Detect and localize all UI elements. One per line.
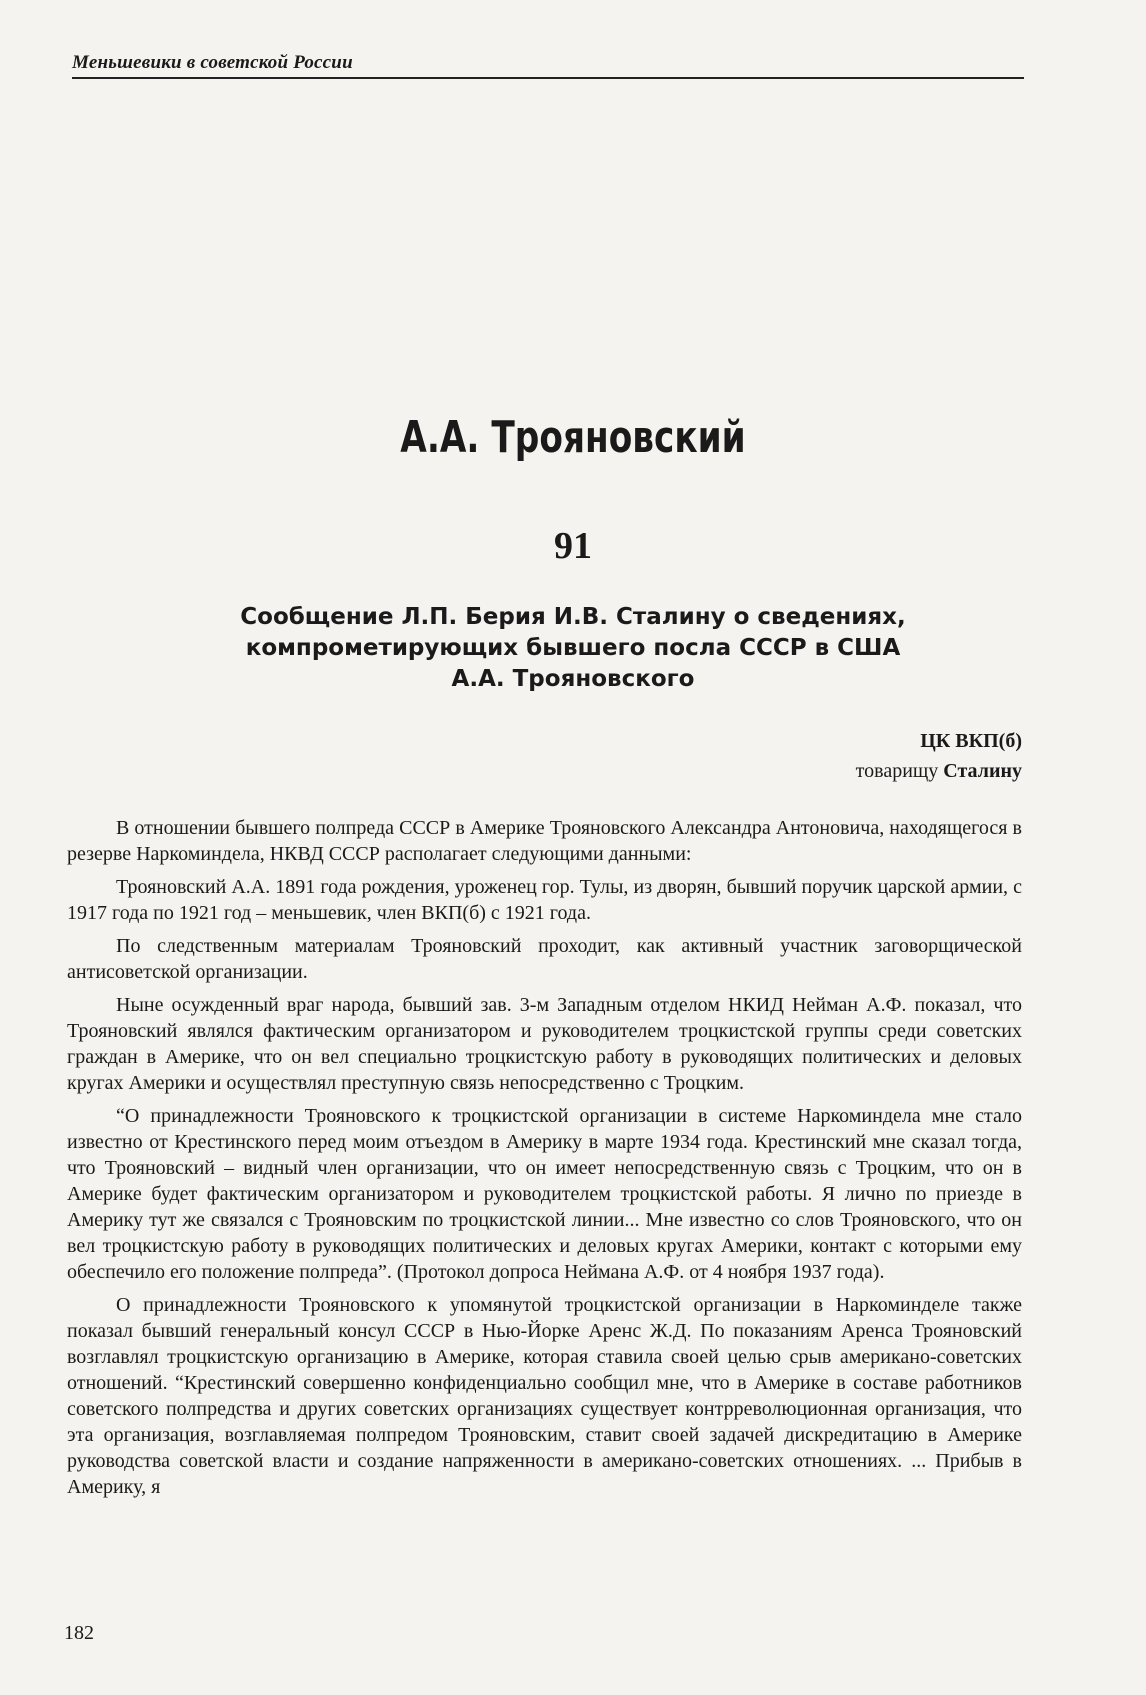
addressee-recipient — [856, 756, 1022, 786]
person-name-heading: А.А. Трояновский — [400, 412, 746, 463]
addressee-block — [856, 726, 1022, 786]
body-paragraph: “О принадлежности Трояновского к троцкистской организации в системе Наркоминдела мне стало известно от Крестинского перед моим отъездом в Америку в марте 1934 года. Крестинский мне сказал тогда, что Трояновский – видный член организации, что он имеет непосредственную связь с Троцким, что он в Америке будет фактическим организатором и руководителем троцкистской работы. Я лично по приезде в Америку тут же связался с Трояновским по троцкистской линии... Мне известно со слов Трояновского, что он вел троцкистскую работу в руководящих политических и деловых кругах Америки, контакт с которыми ему обеспечило его положение полпреда”. (Протокол допроса Неймана А.Ф. от 4 ноября 1937 года). — [67, 1105, 1022, 1283]
body-paragraph: О принадлежности Трояновского к упомянутой троцкистской организации в Наркоминделе также показал бывший генеральный консул СССР в Нью-Йорке Аренс Ж.Д. По показаниям Аренса Трояновский возглавлял троцкистскую организацию в Америке, которая ставила своей целью срыв американо-советских отношений. “Крестинский совершенно конфиденциально сообщил мне, что в Америке в составе работников советского полпредства и других советских организациях существует контрреволюционная организация, что эта организация, возглавляемая полпредом Трояновским, ставит своей задачей дискредитацию в Америке руководства советской власти и создание напряженности в американо-советских отношениях. ... Прибыв в Америку, я — [67, 1294, 1022, 1498]
document-title-line: компрометирующих бывшего посла СССР в США — [245, 635, 901, 661]
document-title-line: Сообщение Л.П. Берия И.В. Сталину о сведениях, — [240, 604, 906, 630]
body-paragraph: Трояновский А.А. 1891 года рождения, уроженец гор. Тулы, из дворян, бывший поручик царской армии, с 1917 года по 1921 год – меньшевик, член ВКП(б) с 1921 года. — [67, 876, 1022, 924]
running-header-text: Меньшевики в советской России — [72, 52, 353, 73]
addressee-organization: ЦК ВКП(б) — [920, 730, 1022, 752]
addressee-name: Сталину — [943, 760, 1022, 782]
document-title-line: А.А. Трояновского — [451, 666, 695, 692]
body-text — [67, 815, 1022, 1507]
body-paragraph: По следственным материалам Трояновский проходит, как активный участник заговорщической антисоветской организации. — [67, 935, 1022, 983]
addressee-prefix: товарищу — [855, 760, 939, 782]
document-title — [150, 602, 996, 695]
page-number: 182 — [64, 1622, 94, 1644]
body-paragraph: Ныне осужденный враг народа, бывший зав. 3-м Западным отделом НКИД Нейман А.Ф. показал, что Трояновский являлся фактическим организатором и руководителем троцкистской группы среди советских граждан в Америке, что он вел специально троцкистскую работу в руководящих политических и деловых кругах Америки и осуществлял преступную связь непосредственно с Троцким. — [67, 994, 1022, 1094]
running-header — [72, 52, 1024, 79]
document-number: 91 — [554, 525, 592, 567]
body-paragraph: В отношении бывшего полпреда СССР в Америке Трояновского Александра Антоновича, находящегося в резерве Наркоминдела, НКВД СССР располагает следующими данными: — [67, 817, 1022, 865]
